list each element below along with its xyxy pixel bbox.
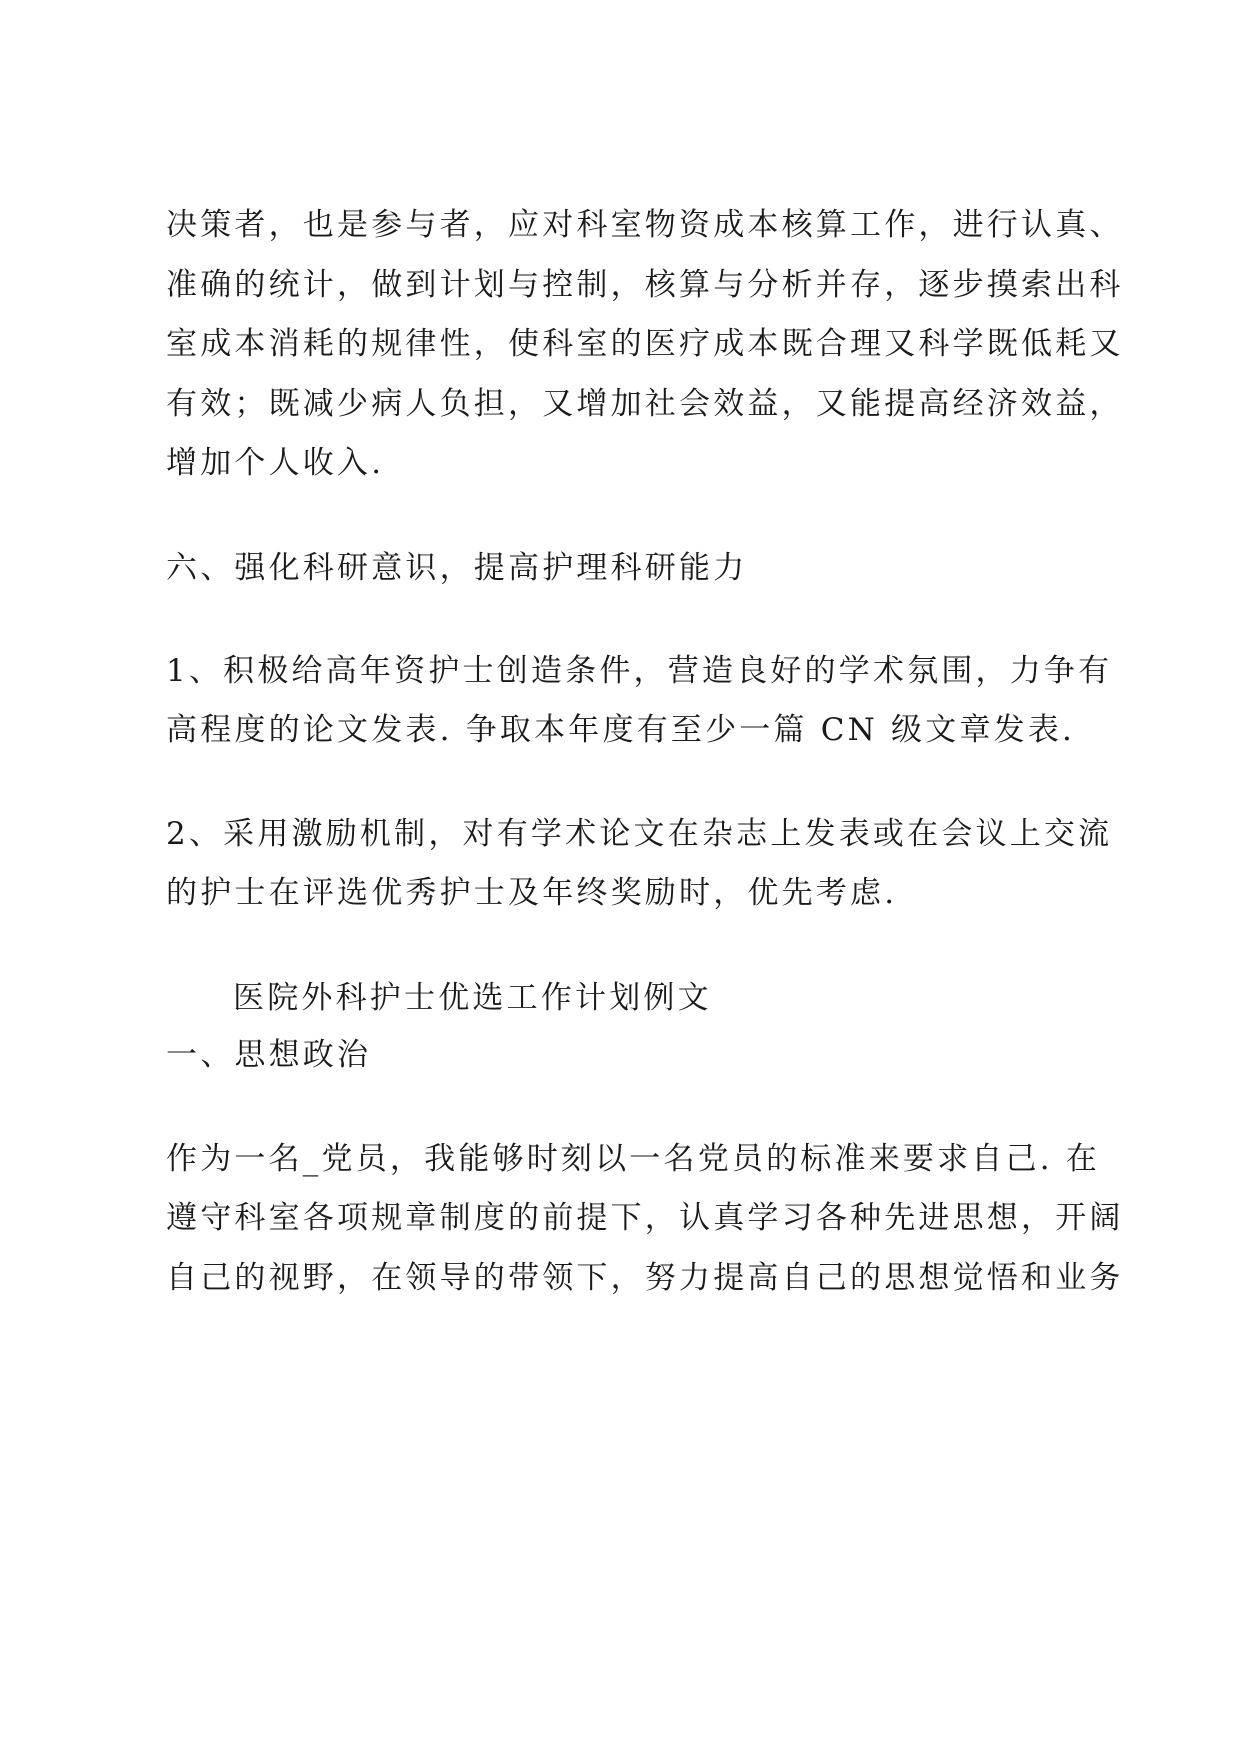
paragraph-line: 作为一名_党员，我能够时刻以一名党员的标准来要求自己. 在 — [166, 1141, 1101, 1177]
list-item-line: 1、积极给高年资护士创造条件，营造良好的学术氛围，力争有 — [166, 653, 1113, 689]
paragraph-line: 决策者，也是参与者，应对科室物资成本核算工作，进行认真、 — [166, 207, 1124, 243]
paragraph-line: 自己的视野，在领导的带领下，努力提高自己的思想觉悟和业务 — [166, 1260, 1124, 1296]
section-heading: 六、强化科研意识，提高护理科研能力 — [166, 550, 748, 586]
list-item-line: 2、采用激励机制，对有学术论文在杂志上发表或在会议上交流 — [166, 816, 1113, 852]
section-heading: 一、思想政治 — [166, 1037, 372, 1073]
paragraph-line: 遵守科室各项规章制度的前提下，认真学习各种先进思想，开阔 — [166, 1200, 1124, 1236]
article-title: 医院外科护士优选工作计划例文 — [233, 980, 712, 1016]
list-item-line: 的护士在评选优秀护士及年终奖励时，优先考虑. — [166, 875, 898, 911]
paragraph-line: 有效；既减少病人负担，又增加社会效益，又能提高经济效益， — [166, 386, 1124, 422]
paragraph-line: 室成本消耗的规律性，使科室的医疗成本既合理又科学既低耗又 — [166, 326, 1124, 362]
paragraph-line: 准确的统计，做到计划与控制，核算与分析并存，逐步摸索出科 — [166, 267, 1124, 303]
paragraph-line: 增加个人收入. — [166, 445, 385, 481]
list-item-line: 高程度的论文发表. 争取本年度有至少一篇 CN 级文章发表. — [166, 712, 1076, 748]
